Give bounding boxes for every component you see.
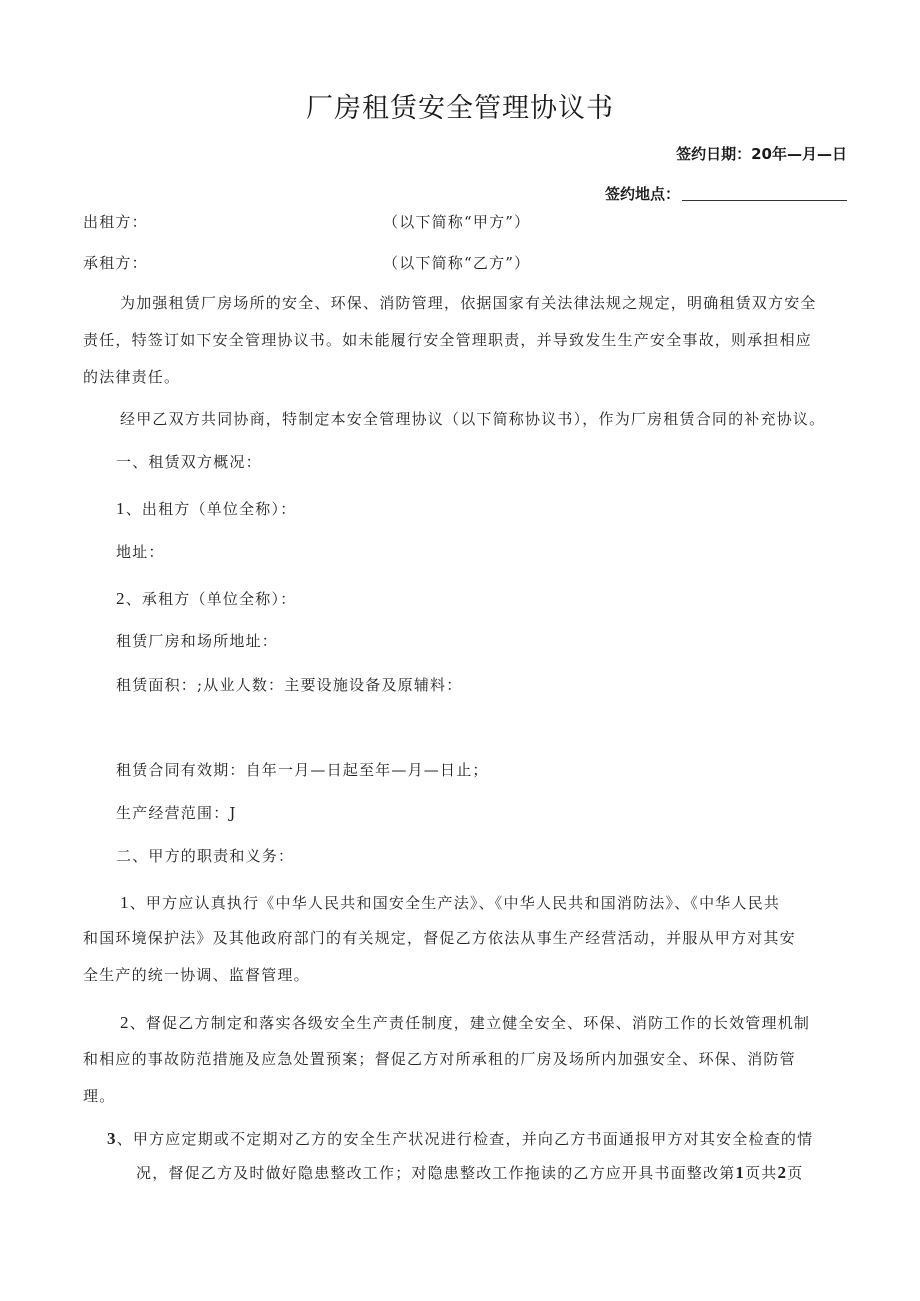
duty-2-text: 、督促乙方制定和落实各级安全生产责任制度，建立健全安全、环保、消防工作的长效管理机制: [129, 1014, 811, 1032]
duty-3-text: 、甲方应定期或不定期对乙方的安全生产状况进行检查，并向乙方书面通报甲方对其安全检查的情: [116, 1130, 814, 1148]
intro-line-3: 的法律责任。: [83, 368, 181, 386]
item-2-number: 2: [116, 589, 126, 608]
lease-address-label: 租赁厂房和场所地址：: [116, 632, 279, 650]
section-1-heading: 一、租赁双方概况：: [116, 453, 262, 471]
address-label: 地址：: [116, 543, 165, 561]
duty-2-line-1: [120, 1015, 810, 1031]
lessee-label: 承租方：: [83, 254, 148, 272]
duty-3-line-2-text: 况，督促乙方及时做好隐患整改工作；对隐患整改工作拖读的乙方应开具书面整改第: [136, 1164, 736, 1182]
item-1-text: 、出租方（单位全称）：: [125, 500, 297, 518]
duty-1-line-2: 和国环境保护法》及其他政府部门的有关规定，督促乙方依法从事生产经营活动，并服从甲方对其安: [83, 929, 796, 947]
duty-1-line-1: [120, 895, 780, 911]
term-line: 租赁合同有效期：自年一月—日起至年—月—日止；: [116, 761, 489, 779]
duty-2-number: 2: [120, 1013, 130, 1032]
sign-place-blank: [682, 186, 847, 201]
sign-date: [676, 143, 847, 164]
section-2-heading: 二、甲方的职责和义务：: [116, 847, 295, 865]
item-2-text: 、承租方（单位全称）：: [125, 590, 297, 608]
intro-line-1: 为加强租赁厂房场所的安全、环保、消防管理，依据国家有关法律法规之规定，明确租赁双方安全: [120, 294, 817, 312]
page-total: 2: [777, 1163, 788, 1182]
intro-2: 经甲乙双方共同协商，特制定本安全管理协议（以下简称协议书），作为厂房租赁合同的补充协议。: [120, 410, 826, 428]
item-2: [116, 591, 296, 607]
duty-2-line-3: 理。: [83, 1087, 116, 1105]
duty-3-line-1: [107, 1131, 813, 1147]
sign-date-value: 20年—月—日: [751, 145, 847, 163]
lessor-label: 出租方：: [83, 213, 148, 231]
duty-2-line-2: 和相应的事故防范措施及应急处置预案；督促乙方对所承租的厂房及场所内加强安全、环保、消防管: [83, 1050, 796, 1068]
item-1: [116, 501, 296, 517]
intro-line-2: 责任，特签订如下安全管理协议书。如未能履行安全管理职责，并导致发生生产安全事故，则承担相应: [83, 331, 813, 349]
lessor-alias: （以下简称“甲方”）: [383, 213, 531, 231]
duty-1-number: 1: [120, 893, 130, 912]
sign-place: [605, 183, 847, 204]
scope-line: 生产经营范围：J: [116, 804, 237, 822]
area-line: 租赁面积：;从业人数：主要设施设备及原辅料：: [116, 676, 463, 694]
page-mid: 页共: [745, 1164, 778, 1182]
duty-3-line-2: [136, 1165, 803, 1181]
duty-3-number: 3: [107, 1129, 117, 1148]
item-1-number: 1: [116, 499, 126, 518]
page-end: 页: [787, 1164, 804, 1182]
sign-date-label: 签约日期：: [676, 145, 752, 163]
duty-1-line-3: 全生产的统一协调、监督管理。: [83, 966, 310, 984]
document-title: 厂房租赁安全管理协议书: [306, 93, 614, 124]
sign-place-label: 签约地点：: [604, 185, 680, 203]
lessee-alias: （以下简称“乙方”）: [383, 254, 531, 272]
duty-1-text: 、甲方应认真执行《中华人民共和国安全生产法》、《中华人民共和国消防法》、《中华人民共: [129, 894, 781, 912]
page-current: 1: [735, 1163, 746, 1182]
